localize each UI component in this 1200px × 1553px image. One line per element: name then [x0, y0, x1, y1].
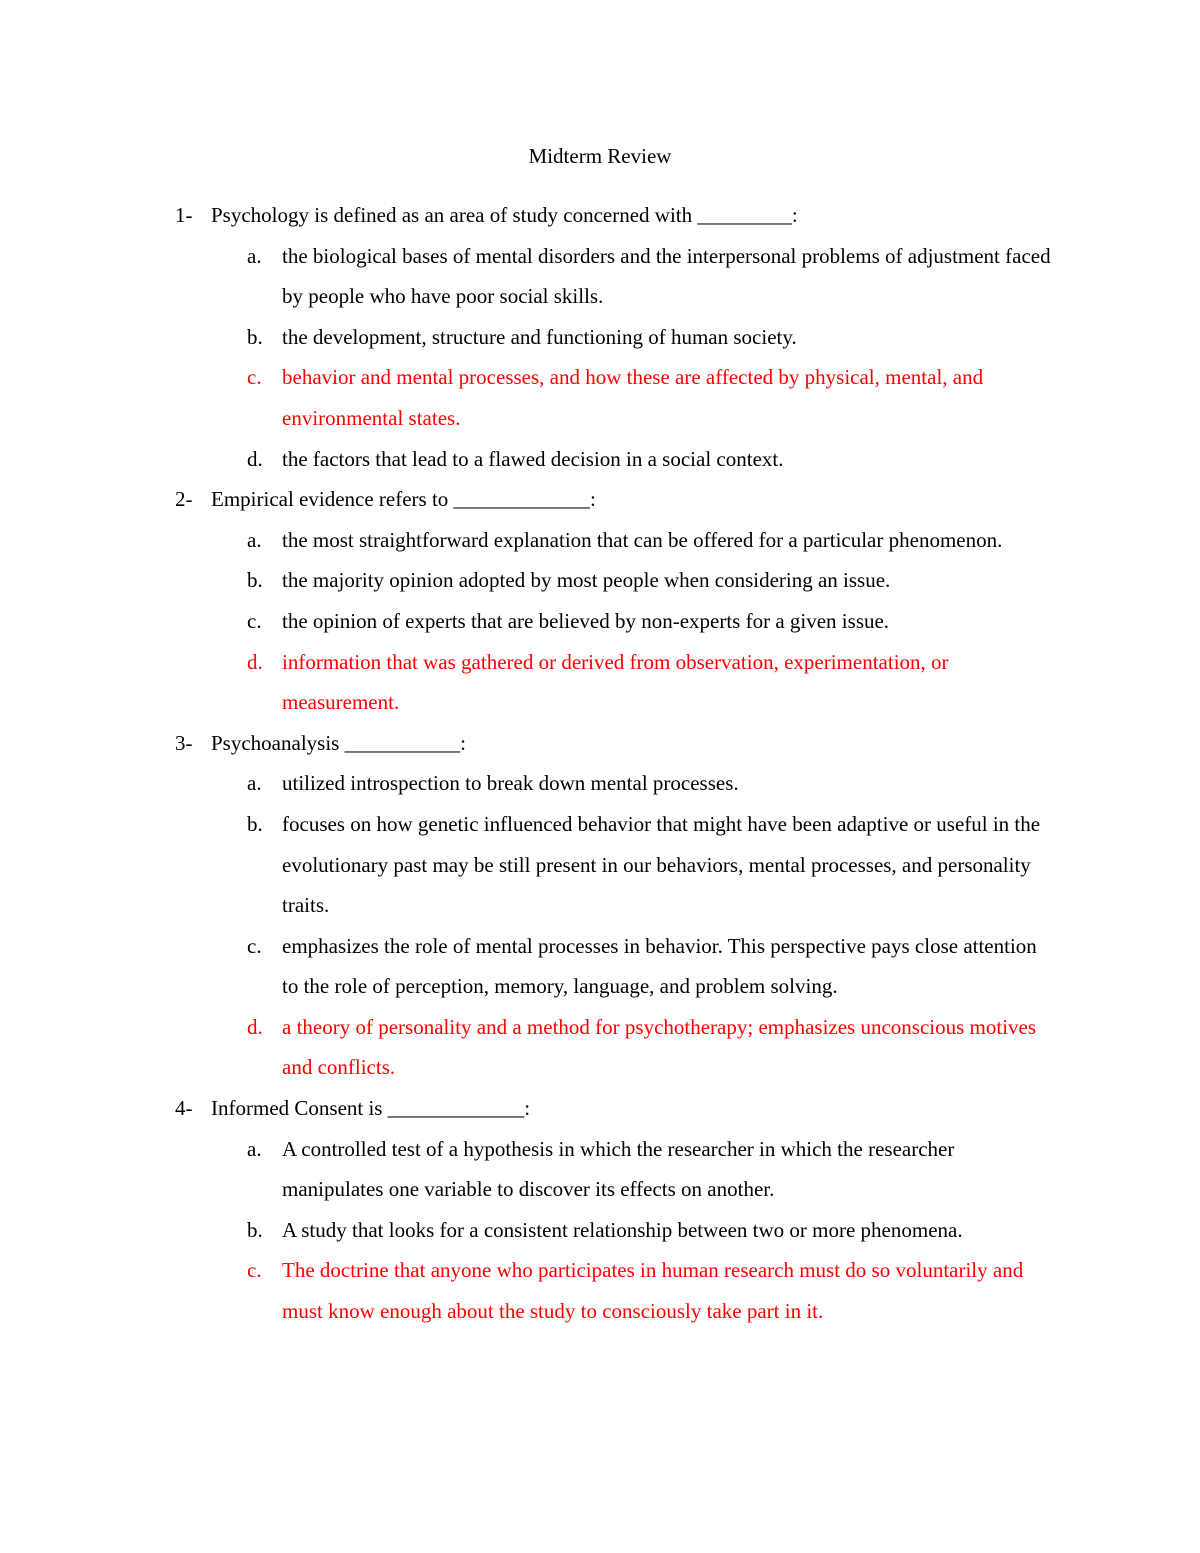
- option-letter: c.: [247, 365, 262, 390]
- question-number: 2-: [175, 487, 193, 512]
- question-2: [175, 479, 1075, 723]
- question-number: 4-: [175, 1096, 193, 1121]
- option-c-correct-answer: [175, 1250, 1057, 1331]
- option-text: the majority opinion adopted by most people when considering an issue.: [282, 568, 891, 593]
- question-prompt: [175, 1088, 1075, 1129]
- option-a: [175, 763, 1057, 804]
- question-1: [175, 195, 1075, 479]
- question-text: Psychoanalysis ___________:: [211, 730, 466, 755]
- option-letter: c.: [247, 1258, 262, 1283]
- option-text: the opinion of experts that are believed by non-experts for a given issue.: [282, 608, 890, 633]
- option-text: the biological bases of mental disorders and the interpersonal problems of adjustment faced by people who have poor social skills.: [282, 243, 1051, 309]
- option-b: [175, 317, 1057, 358]
- option-b: [175, 560, 1057, 601]
- option-letter: b.: [247, 811, 263, 836]
- option-text: the factors that lead to a flawed decision in a social context.: [282, 446, 784, 471]
- question-4: [175, 1088, 1075, 1332]
- option-letter: d.: [247, 649, 263, 674]
- option-d-correct-answer: [175, 642, 1057, 723]
- document-title: Midterm Review: [528, 144, 672, 168]
- question-prompt: [175, 195, 1075, 236]
- option-text: focuses on how genetic influenced behavior that might have been adaptive or useful in the evolutionary past may be still present in our behaviors, mental processes, and personality traits.: [282, 811, 1041, 918]
- option-d-correct-answer: [175, 1007, 1057, 1088]
- option-letter: b.: [247, 1217, 263, 1242]
- option-a: [175, 520, 1057, 561]
- option-letter: a.: [247, 771, 262, 796]
- option-text: the most straightforward explanation that can be offered for a particular phenomenon.: [282, 527, 1003, 552]
- option-b: [175, 804, 1057, 926]
- option-list: [175, 1129, 1075, 1332]
- question-text: Psychology is defined as an area of study concerned with _________:: [211, 203, 798, 227]
- option-letter: a.: [247, 1136, 262, 1161]
- option-c: [175, 926, 1057, 1007]
- question-text: Empirical evidence refers to _____________:: [211, 487, 596, 512]
- option-c-correct-answer: [175, 357, 1057, 438]
- option-text: a theory of personality and a method for psychotherapy; emphasizes unconscious motives and conflicts.: [282, 1014, 1037, 1080]
- option-c: [175, 601, 1057, 642]
- option-a: [175, 1129, 1057, 1210]
- option-text: A study that looks for a consistent relationship between two or more phenomena.: [282, 1217, 963, 1242]
- question-list: [175, 195, 1075, 1332]
- option-text: the development, structure and functioning of human society.: [282, 324, 797, 349]
- option-b: [175, 1210, 1057, 1251]
- option-text: behavior and mental processes, and how these are affected by physical, mental, and environmental states.: [282, 365, 984, 430]
- option-text: emphasizes the role of mental processes in behavior. This perspective pays close attention to the role of perception, memory, language, and problem solving.: [282, 933, 1037, 999]
- option-text: information that was gathered or derived from observation, experimentation, or measurement.: [282, 649, 949, 715]
- option-list: [175, 236, 1075, 480]
- option-letter: c.: [247, 608, 262, 633]
- option-letter: b.: [247, 324, 263, 349]
- option-letter: a.: [247, 527, 262, 552]
- question-number: 3-: [175, 730, 193, 755]
- option-a: [175, 236, 1057, 317]
- question-3: [175, 723, 1075, 1088]
- option-text: utilized introspection to break down mental processes.: [282, 771, 739, 796]
- option-text: The doctrine that anyone who participates in human research must do so voluntarily and must know enough about the study to consciously take part in it.: [282, 1258, 1024, 1324]
- option-letter: d.: [247, 446, 263, 471]
- option-letter: c.: [247, 933, 262, 958]
- question-prompt: [175, 723, 1075, 764]
- question-number: 1-: [175, 203, 193, 227]
- option-d: [175, 439, 1057, 480]
- option-list: [175, 520, 1075, 723]
- option-letter: b.: [247, 568, 263, 593]
- option-letter: a.: [247, 243, 262, 268]
- option-list: [175, 763, 1075, 1088]
- option-text: A controlled test of a hypothesis in which the researcher in which the researcher manipulates one variable to discover its effects on another.: [282, 1136, 955, 1202]
- question-prompt: [175, 479, 1075, 520]
- question-text: Informed Consent is _____________:: [211, 1096, 531, 1121]
- option-letter: d.: [247, 1014, 263, 1039]
